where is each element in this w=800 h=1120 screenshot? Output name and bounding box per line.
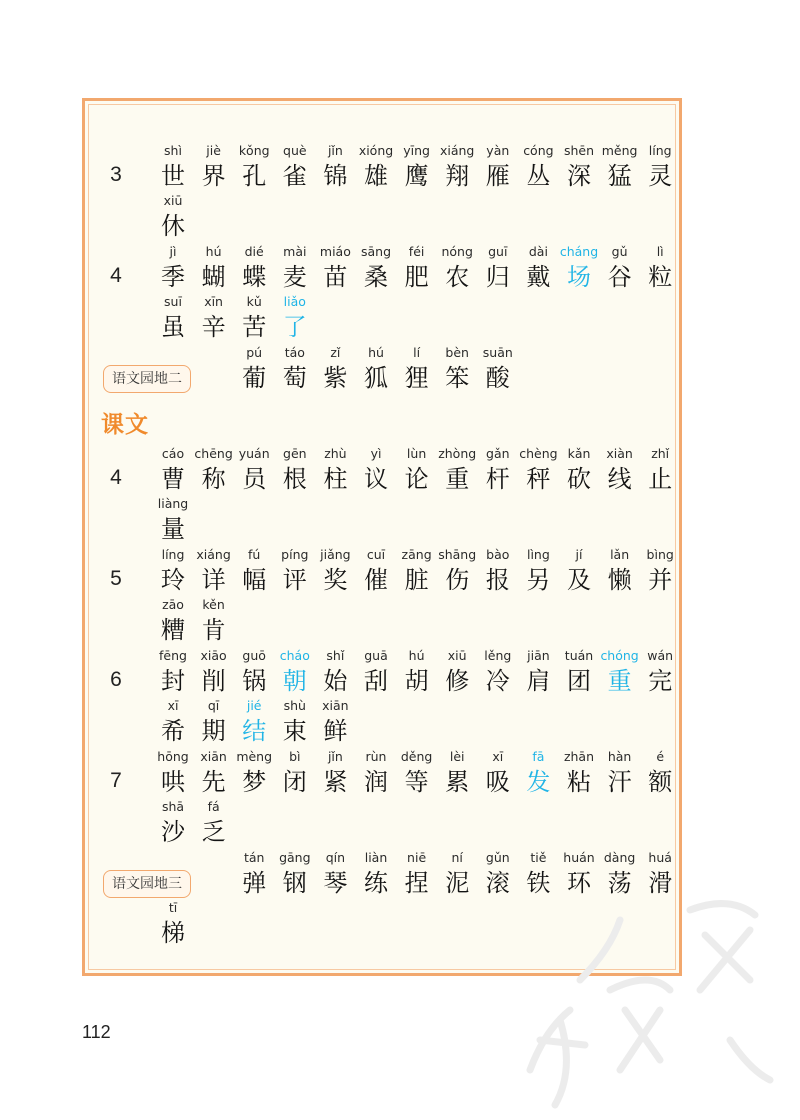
pinyin: suī — [164, 294, 182, 309]
hanzi: 脏 — [404, 566, 429, 594]
pinyin: hàn — [607, 749, 632, 764]
pinyin: gǔ — [611, 244, 628, 259]
hanzi: 止 — [648, 465, 673, 493]
pinyin: bèn — [445, 345, 469, 360]
pinyin: rùn — [365, 749, 387, 764]
pinyin: píng — [281, 547, 309, 562]
pinyin: zhān — [563, 749, 595, 764]
pinyin: tiě — [530, 850, 547, 865]
hanzi: 线 — [607, 465, 632, 493]
vocab-row-review — [0, 343, 800, 393]
pinyin: xiáng — [196, 547, 231, 562]
hanzi: 杆 — [485, 465, 510, 493]
hanzi: 柱 — [323, 465, 348, 493]
hanzi: 苦 — [242, 313, 267, 341]
pinyin: xiáng — [439, 143, 475, 158]
hanzi: 场 — [567, 263, 591, 291]
hanzi: 削 — [201, 667, 226, 695]
pinyin: kǎn — [567, 446, 591, 461]
hanzi: 捏 — [404, 869, 429, 897]
pinyin: tuán — [564, 648, 594, 663]
pinyin: huán — [563, 850, 595, 865]
hanzi: 乏 — [201, 818, 226, 846]
pinyin: zāo — [162, 597, 184, 612]
vocab-row — [0, 242, 800, 292]
pinyin: xiū — [447, 648, 467, 663]
pinyin: suān — [482, 345, 513, 360]
pinyin: wán — [647, 648, 674, 663]
hanzi: 葡 — [242, 364, 267, 392]
character-cell — [147, 898, 199, 948]
hanzi: 评 — [282, 566, 307, 594]
lesson-number: 6 — [110, 668, 122, 691]
hanzi: 另 — [526, 566, 551, 594]
pinyin: cóng — [523, 143, 554, 158]
hanzi: 胡 — [404, 667, 429, 695]
character-cell — [188, 595, 240, 645]
pinyin: yuán — [238, 446, 270, 461]
pinyin: zāng — [401, 547, 432, 562]
pinyin: děng — [400, 749, 433, 764]
pinyin: xiān — [322, 698, 349, 713]
pinyin: miáo — [319, 244, 351, 259]
hanzi: 肥 — [404, 263, 429, 291]
pinyin: liǎo — [283, 294, 306, 309]
hanzi: 孔 — [242, 162, 267, 190]
pinyin: cháo — [279, 648, 310, 663]
pinyin: liàn — [364, 850, 388, 865]
lesson-number: 3 — [110, 163, 122, 186]
hanzi: 汗 — [607, 768, 632, 796]
hanzi: 先 — [201, 768, 226, 796]
pinyin: jiǎng — [320, 547, 351, 562]
hanzi: 虽 — [161, 313, 185, 341]
pinyin: jǐn — [327, 143, 343, 158]
pinyin: xiān — [200, 749, 227, 764]
hanzi: 团 — [567, 667, 591, 695]
pinyin: mài — [283, 244, 307, 259]
pinyin: liàng — [157, 496, 189, 511]
pinyin: hú — [368, 345, 384, 360]
hanzi: 糟 — [161, 616, 185, 644]
pinyin: fá — [207, 799, 220, 814]
character-cell — [472, 343, 524, 393]
pinyin: jǐn — [327, 749, 343, 764]
pinyin: lìng — [526, 547, 550, 562]
hanzi: 累 — [445, 768, 470, 796]
pinyin: kěn — [202, 597, 225, 612]
hanzi: 详 — [201, 566, 226, 594]
character-cell — [309, 696, 361, 746]
hanzi: 丛 — [526, 162, 551, 190]
hanzi: 世 — [161, 162, 185, 190]
lesson-number: 4 — [110, 264, 122, 287]
pinyin: gāng — [279, 850, 311, 865]
page-number: 112 — [82, 1022, 111, 1042]
hanzi: 砍 — [567, 465, 591, 493]
vocab-row — [0, 494, 800, 544]
pinyin: cáo — [161, 446, 185, 461]
pinyin: shā — [161, 799, 185, 814]
character-cell — [634, 141, 686, 191]
hanzi: 环 — [567, 869, 591, 897]
hanzi: 谷 — [607, 263, 632, 291]
review-section-label: 语文园地二 — [103, 365, 191, 393]
pinyin: cuī — [366, 547, 386, 562]
vocab-row — [0, 646, 800, 696]
pinyin: xiū — [163, 193, 183, 208]
hanzi: 鹰 — [404, 162, 429, 190]
pinyin: huá — [648, 850, 672, 865]
pinyin: xī — [167, 698, 179, 713]
vocab-row — [0, 545, 800, 595]
hanzi: 懒 — [607, 566, 632, 594]
pinyin: yì — [370, 446, 382, 461]
pinyin: jié — [246, 698, 262, 713]
hanzi: 结 — [242, 717, 267, 745]
character-cell — [634, 545, 686, 595]
vocab-row — [0, 191, 800, 241]
character-cell-polyphone — [269, 292, 321, 342]
pinyin: líng — [161, 547, 185, 562]
pinyin: guō — [242, 648, 266, 663]
hanzi: 翔 — [445, 162, 470, 190]
hanzi: 量 — [161, 515, 185, 543]
pinyin: bìng — [646, 547, 674, 562]
pinyin: yīng — [403, 143, 430, 158]
hanzi: 重 — [445, 465, 470, 493]
hanzi: 狐 — [364, 364, 388, 392]
hanzi: 狸 — [404, 364, 429, 392]
hanzi: 练 — [364, 869, 388, 897]
hanzi: 哄 — [161, 768, 185, 796]
hanzi: 始 — [323, 667, 348, 695]
hanzi: 苗 — [323, 263, 348, 291]
hanzi: 了 — [282, 313, 307, 341]
pinyin: fā — [532, 749, 545, 764]
hanzi: 蝶 — [242, 263, 267, 291]
pinyin: zhòng — [438, 446, 477, 461]
hanzi: 酸 — [485, 364, 510, 392]
hanzi: 闭 — [282, 768, 307, 796]
pinyin: kǒng — [238, 143, 270, 158]
hanzi: 戴 — [526, 263, 551, 291]
hanzi: 蝴 — [201, 263, 226, 291]
pinyin: fēng — [159, 648, 187, 663]
section-title: 课文 — [101, 411, 149, 438]
hanzi: 桑 — [364, 263, 388, 291]
hanzi: 刮 — [364, 667, 388, 695]
character-cell — [147, 191, 199, 241]
hanzi: 重 — [607, 667, 632, 695]
pinyin: lùn — [406, 446, 427, 461]
hanzi: 封 — [161, 667, 185, 695]
vocab-row — [0, 292, 800, 342]
pinyin: cháng — [559, 244, 599, 259]
hanzi: 沙 — [161, 818, 185, 846]
hanzi: 归 — [485, 263, 510, 291]
pinyin: zhù — [324, 446, 347, 461]
hanzi: 束 — [282, 717, 307, 745]
hanzi: 滚 — [485, 869, 510, 897]
hanzi: 议 — [364, 465, 388, 493]
hanzi: 修 — [445, 667, 470, 695]
hanzi: 员 — [242, 465, 267, 493]
vocab-row — [0, 747, 800, 797]
hanzi: 弹 — [242, 869, 267, 897]
hanzi: 曹 — [161, 465, 185, 493]
hanzi: 称 — [201, 465, 226, 493]
pinyin: lěng — [484, 648, 512, 663]
pinyin: jì — [169, 244, 177, 259]
vocab-row — [0, 595, 800, 645]
pinyin: chóng — [600, 648, 639, 663]
review-section-label: 语文园地三 — [103, 870, 191, 898]
hanzi: 界 — [201, 162, 226, 190]
hanzi: 紧 — [323, 768, 348, 796]
pinyin: hú — [205, 244, 222, 259]
hanzi: 滑 — [648, 869, 673, 897]
hanzi: 农 — [445, 263, 470, 291]
hanzi: 幅 — [242, 566, 267, 594]
hanzi: 猛 — [607, 162, 632, 190]
pinyin: xiàn — [606, 446, 633, 461]
lesson-number: 4 — [110, 466, 122, 489]
vocab-row — [0, 444, 800, 494]
hanzi: 根 — [282, 465, 307, 493]
pinyin: xī — [492, 749, 504, 764]
character-cell — [634, 444, 686, 494]
hanzi: 期 — [201, 717, 226, 745]
watermark-logo — [500, 840, 800, 1120]
hanzi: 深 — [567, 162, 591, 190]
pinyin: xióng — [358, 143, 394, 158]
hanzi: 发 — [526, 768, 551, 796]
hanzi: 锦 — [323, 162, 348, 190]
pinyin: chēng — [194, 446, 233, 461]
hanzi: 雄 — [364, 162, 388, 190]
hanzi: 朝 — [282, 667, 307, 695]
pinyin: guā — [364, 648, 388, 663]
pinyin: tán — [243, 850, 265, 865]
hanzi: 完 — [648, 667, 673, 695]
hanzi: 紫 — [323, 364, 348, 392]
hanzi: 玲 — [161, 566, 185, 594]
pinyin: shǐ — [326, 648, 345, 663]
pinyin: líng — [648, 143, 672, 158]
hanzi: 报 — [485, 566, 510, 594]
hanzi: 肩 — [526, 667, 551, 695]
hanzi: 催 — [364, 566, 388, 594]
pinyin: féi — [408, 244, 425, 259]
pinyin: fú — [248, 547, 261, 562]
hanzi: 肯 — [201, 616, 226, 644]
pinyin: dài — [528, 244, 548, 259]
pinyin: táo — [284, 345, 305, 360]
character-cell — [634, 747, 686, 797]
pinyin: sāng — [360, 244, 392, 259]
hanzi: 秤 — [526, 465, 551, 493]
pinyin: shēn — [563, 143, 595, 158]
pinyin: dié — [244, 244, 264, 259]
hanzi: 润 — [364, 768, 388, 796]
hanzi: 伤 — [445, 566, 470, 594]
pinyin: shāng — [438, 547, 477, 562]
hanzi: 笨 — [445, 364, 470, 392]
pinyin: gǎn — [486, 446, 510, 461]
pinyin: lì — [656, 244, 664, 259]
hanzi: 等 — [404, 768, 429, 796]
pinyin: nóng — [441, 244, 473, 259]
hanzi: 雀 — [282, 162, 307, 190]
pinyin: lí — [413, 345, 421, 360]
character-cell — [147, 494, 199, 544]
hanzi: 雁 — [485, 162, 510, 190]
hanzi: 休 — [161, 212, 185, 240]
hanzi: 粒 — [648, 263, 673, 291]
pinyin: gēn — [283, 446, 307, 461]
hanzi: 额 — [648, 768, 673, 796]
pinyin: guī — [488, 244, 508, 259]
hanzi: 麦 — [282, 263, 307, 291]
pinyin: lèi — [449, 749, 465, 764]
hanzi: 琴 — [323, 869, 348, 897]
hanzi: 季 — [161, 263, 185, 291]
hanzi: 希 — [161, 717, 185, 745]
pinyin: zhǐ — [651, 446, 670, 461]
character-cell — [634, 646, 686, 696]
pinyin: měng — [601, 143, 638, 158]
hanzi: 论 — [404, 465, 429, 493]
hanzi: 梦 — [242, 768, 267, 796]
hanzi: 冷 — [485, 667, 510, 695]
pinyin: kǔ — [246, 294, 262, 309]
hanzi: 辛 — [201, 313, 226, 341]
hanzi: 粘 — [567, 768, 591, 796]
pinyin: jí — [575, 547, 583, 562]
hanzi: 吸 — [485, 768, 510, 796]
hanzi: 泥 — [445, 869, 470, 897]
pinyin: hōng — [157, 749, 189, 764]
pinyin: yàn — [486, 143, 510, 158]
pinyin: hú — [408, 648, 425, 663]
pinyin: niē — [407, 850, 427, 865]
vocab-row — [0, 141, 800, 191]
pinyin: gǔn — [485, 850, 510, 865]
character-cell — [634, 242, 686, 292]
lesson-number: 7 — [110, 769, 122, 792]
hanzi: 锅 — [242, 667, 267, 695]
pinyin: shù — [283, 698, 306, 713]
hanzi: 灵 — [648, 162, 673, 190]
pinyin: què — [283, 143, 307, 158]
pinyin: bào — [486, 547, 510, 562]
hanzi: 及 — [567, 566, 591, 594]
pinyin: mèng — [236, 749, 273, 764]
pinyin: zǐ — [330, 345, 341, 360]
pinyin: qī — [207, 698, 220, 713]
hanzi: 萄 — [282, 364, 307, 392]
hanzi: 鲜 — [323, 717, 348, 745]
hanzi: 并 — [648, 566, 673, 594]
pinyin: shì — [164, 143, 182, 158]
pinyin: bì — [289, 749, 301, 764]
hanzi: 荡 — [607, 869, 632, 897]
pinyin: xīn — [204, 294, 223, 309]
pinyin: é — [656, 749, 665, 764]
character-cell — [188, 797, 240, 847]
pinyin: xiāo — [200, 648, 227, 663]
pinyin: lǎn — [610, 547, 630, 562]
hanzi: 奖 — [323, 566, 348, 594]
hanzi: 铁 — [526, 869, 551, 897]
pinyin: jiè — [206, 143, 221, 158]
hanzi: 钢 — [282, 869, 307, 897]
vocab-row — [0, 696, 800, 746]
pinyin: ní — [451, 850, 463, 865]
pinyin: jiān — [527, 648, 550, 663]
pinyin: qín — [325, 850, 346, 865]
pinyin: pú — [246, 345, 263, 360]
lesson-number: 5 — [110, 567, 122, 590]
pinyin: chèng — [519, 446, 558, 461]
hanzi: 梯 — [161, 919, 185, 947]
pinyin: dàng — [603, 850, 636, 865]
pinyin: tī — [168, 900, 178, 915]
